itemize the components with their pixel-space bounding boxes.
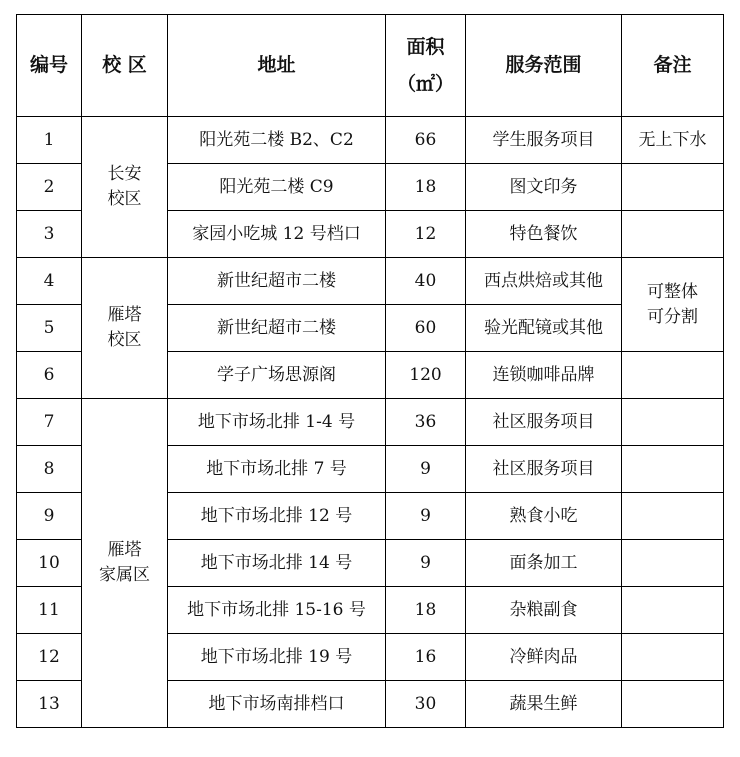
campus-cell: 长安 校区	[82, 117, 168, 258]
remarks-cell	[622, 493, 724, 540]
address-cell: 地下市场北排 1-4 号	[168, 399, 386, 446]
remarks-cell	[622, 634, 724, 681]
remarks-cell	[622, 399, 724, 446]
header-scope: 服务范围	[466, 15, 622, 117]
area-cell: 12	[386, 211, 466, 258]
area-cell: 40	[386, 258, 466, 305]
area-cell: 60	[386, 305, 466, 352]
remarks-cell	[622, 446, 724, 493]
address-cell: 新世纪超市二楼	[168, 258, 386, 305]
address-cell: 阳光苑二楼 B2、C2	[168, 117, 386, 164]
scope-cell: 熟食小吃	[466, 493, 622, 540]
row-number: 5	[17, 305, 82, 352]
campus-cell: 雁塔 家属区	[82, 399, 168, 728]
address-cell: 地下市场北排 19 号	[168, 634, 386, 681]
row-number: 4	[17, 258, 82, 305]
remarks-cell	[622, 164, 724, 211]
row-number: 12	[17, 634, 82, 681]
row-number: 3	[17, 211, 82, 258]
area-cell: 9	[386, 493, 466, 540]
address-cell: 学子广场思源阁	[168, 352, 386, 399]
address-cell: 地下市场北排 7 号	[168, 446, 386, 493]
table-body	[17, 117, 724, 728]
header-campus: 校 区	[82, 15, 168, 117]
header-number: 编号	[17, 15, 82, 117]
row-number: 2	[17, 164, 82, 211]
scope-cell: 连锁咖啡品牌	[466, 352, 622, 399]
remarks-cell	[622, 211, 724, 258]
row-number: 9	[17, 493, 82, 540]
scope-cell: 社区服务项目	[466, 399, 622, 446]
row-number: 7	[17, 399, 82, 446]
table-row	[17, 258, 724, 305]
address-cell: 阳光苑二楼 C9	[168, 164, 386, 211]
header-address: 地址	[168, 15, 386, 117]
scope-cell: 学生服务项目	[466, 117, 622, 164]
address-cell: 地下市场北排 14 号	[168, 540, 386, 587]
area-cell: 9	[386, 540, 466, 587]
header-remarks: 备注	[622, 15, 724, 117]
area-cell: 9	[386, 446, 466, 493]
area-cell: 16	[386, 634, 466, 681]
scope-cell: 验光配镜或其他	[466, 305, 622, 352]
area-cell: 30	[386, 681, 466, 728]
address-cell: 家园小吃城 12 号档口	[168, 211, 386, 258]
remarks-cell	[622, 352, 724, 399]
remarks-cell	[622, 540, 724, 587]
scope-cell: 杂粮副食	[466, 587, 622, 634]
row-number: 11	[17, 587, 82, 634]
address-cell: 新世纪超市二楼	[168, 305, 386, 352]
row-number: 13	[17, 681, 82, 728]
row-number: 10	[17, 540, 82, 587]
header-area: 面积 （㎡）	[386, 15, 466, 117]
area-cell: 18	[386, 164, 466, 211]
address-cell: 地下市场北排 15-16 号	[168, 587, 386, 634]
area-cell: 120	[386, 352, 466, 399]
scope-cell: 特色餐饮	[466, 211, 622, 258]
table-row	[17, 399, 724, 446]
remarks-cell	[622, 681, 724, 728]
remarks-cell: 无上下水	[622, 117, 724, 164]
row-number: 8	[17, 446, 82, 493]
scope-cell: 冷鲜肉品	[466, 634, 622, 681]
address-cell: 地下市场南排档口	[168, 681, 386, 728]
scope-cell: 蔬果生鲜	[466, 681, 622, 728]
remarks-cell	[622, 587, 724, 634]
address-cell: 地下市场北排 12 号	[168, 493, 386, 540]
campus-cell: 雁塔 校区	[82, 258, 168, 399]
area-cell: 18	[386, 587, 466, 634]
scope-cell: 西点烘焙或其他	[466, 258, 622, 305]
scope-cell: 社区服务项目	[466, 446, 622, 493]
area-cell: 36	[386, 399, 466, 446]
scope-cell: 面条加工	[466, 540, 622, 587]
area-cell: 66	[386, 117, 466, 164]
rental-table	[16, 14, 724, 728]
remarks-cell: 可整体 可分割	[622, 258, 724, 352]
row-number: 6	[17, 352, 82, 399]
header-row	[17, 15, 724, 117]
table-row	[17, 117, 724, 164]
scope-cell: 图文印务	[466, 164, 622, 211]
row-number: 1	[17, 117, 82, 164]
